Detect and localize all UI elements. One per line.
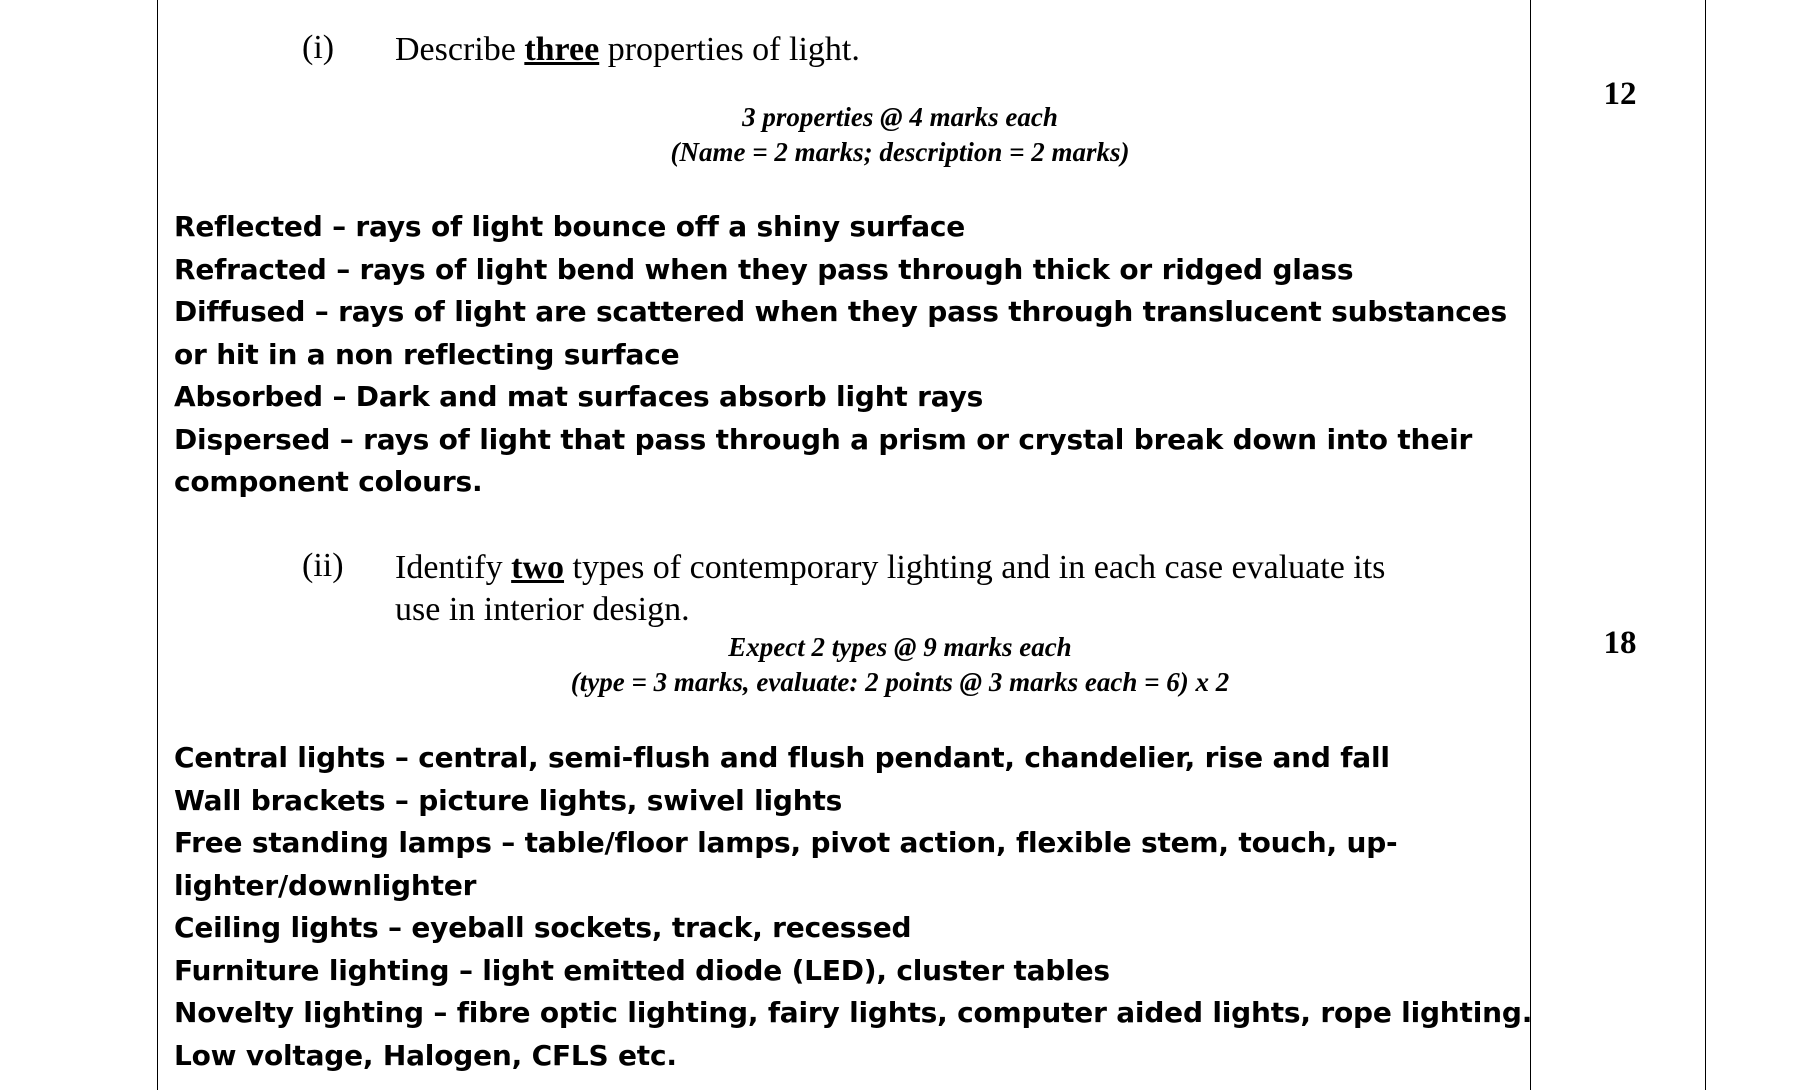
answer-line: Absorbed – Dark and mat surfaces absorb light rays — [174, 380, 984, 413]
question-number-i: (i) — [302, 29, 335, 66]
answer-line: component colours. — [174, 465, 483, 498]
marks-value-ii: 18 — [1603, 625, 1637, 661]
prompt-text-after: properties of light. — [599, 31, 860, 68]
prompt-line-1 — [395, 547, 1385, 589]
guidance-line: (type = 3 marks, evaluate: 2 points @ 3 marks each = 6) x 2 — [570, 667, 1230, 697]
prompt-text-before: Identify — [395, 549, 512, 586]
answer-line: Diffused – rays of light are scattered when they pass through translucent substances — [174, 295, 1507, 328]
answer-line: Wall brackets – picture lights, swivel lights — [174, 783, 843, 817]
guidance-line: 3 properties @ 4 marks each — [742, 102, 1058, 132]
marking-guidance-ii — [400, 630, 1400, 700]
answer-line: Reflected – rays of light bounce off a shiny surface — [174, 210, 966, 243]
question-prompt-ii — [395, 547, 1385, 631]
table-right-border — [1705, 0, 1706, 1090]
question-number-ii: (ii) — [302, 547, 344, 584]
prompt-emphasis: three — [524, 31, 600, 68]
marks-value-i: 12 — [1603, 76, 1637, 112]
answer-line: Furniture lighting – light emitted diode (LED), cluster tables — [174, 953, 1110, 987]
prompt-emphasis: two — [511, 549, 565, 586]
answer-list-ii — [174, 737, 1532, 1077]
answer-line: Dispersed – rays of light that pass through a prism or crystal break down into their — [174, 422, 1473, 456]
guidance-line: (Name = 2 marks; description = 2 marks) — [670, 137, 1130, 167]
question-prompt-i — [395, 29, 860, 71]
answer-line: lighter/downlighter — [174, 868, 477, 902]
table-left-border — [157, 0, 158, 1090]
prompt-text-after: types of contemporary lighting and in each case evaluate its — [564, 549, 1386, 586]
answer-line: or hit in a non reflecting surface — [174, 337, 680, 371]
answer-line: Central lights – central, semi-flush and flush pendant, chandelier, rise and fall — [174, 741, 1390, 774]
prompt-text-before: Describe — [395, 31, 525, 68]
prompt-line-2: use in interior design. — [395, 591, 690, 628]
answer-line: Refracted – rays of light bend when they pass through thick or ridged glass — [174, 252, 1354, 286]
answer-line: Low voltage, Halogen, CFLS etc. — [174, 1038, 677, 1072]
answer-line: Novelty lighting – fibre optic lighting, fairy lights, computer aided lights, rope lighting. — [174, 996, 1533, 1029]
marking-guidance-i — [400, 100, 1400, 170]
answer-line: Free standing lamps – table/floor lamps, pivot action, flexible stem, touch, up- — [174, 826, 1398, 859]
answer-line: Ceiling lights – eyeball sockets, track, recessed — [174, 911, 912, 944]
answer-list-i — [174, 206, 1507, 504]
guidance-line: Expect 2 types @ 9 marks each — [728, 632, 1072, 662]
